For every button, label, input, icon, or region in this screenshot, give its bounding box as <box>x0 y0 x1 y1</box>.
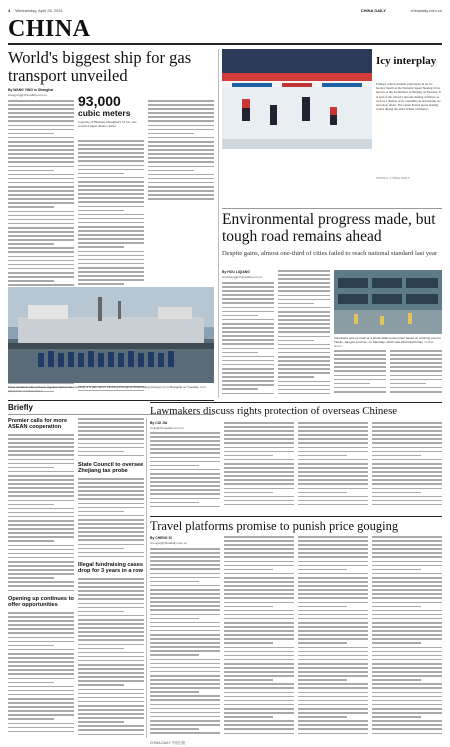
brief-item-1-title: Premier calls for more ASEAN cooperation <box>8 418 68 431</box>
fundraising-body <box>78 578 144 738</box>
travel-byline: By CHENG SI <box>150 536 172 540</box>
environment-body-col3 <box>334 350 386 398</box>
environment-photo-caption <box>334 336 442 348</box>
lawmakers-byline: By CUI JIA <box>150 421 168 425</box>
travel-headline: Travel platforms promise to punish price gouging <box>150 519 399 533</box>
ship-byline: By WANG YING in Shanghai <box>8 88 54 92</box>
icy-caption: Primary school students participate in an ice hockey match at the National Speed Skating Oval, known as the Ice Ribbon, in Beijing on Tuesday. It is part of the school's ski-and-skating activities as well as a display of its capability in developing ice and snow talent. The venue hosted speed skating events during the 2022 Winter Olympics. <box>376 82 441 112</box>
brief-item-1-body <box>8 434 74 594</box>
environment-body-col4 <box>390 350 442 398</box>
icy-headline: Icy interplay <box>376 55 437 67</box>
column-divider-left <box>218 49 219 398</box>
environment-subhead: Despite gains, almost one-third of cities failed to reach national standard last year <box>222 250 438 257</box>
lawmakers-body-col3 <box>298 422 368 512</box>
state-council-title: State Council to oversee Zhejiang tax probe <box>78 462 144 475</box>
ship-headline: World's biggest ship for gas transport unveiled <box>8 48 192 85</box>
ship-caption-text: Crew members take pictures together before the unveiling of a gas carrier. Hudong-Zhonghua Shipbuilding (Group) Co in Shanghai on Tuesday. <box>8 385 200 389</box>
section-title: CHINA <box>8 16 91 42</box>
ship-body-col3 <box>148 100 214 206</box>
environment-byline: By HOU LIQIANG <box>222 270 250 274</box>
briefly-rule <box>8 400 214 401</box>
state-council-body <box>78 478 144 560</box>
stat-label: cubic meters <box>78 108 131 118</box>
environment-body-col1 <box>222 282 274 398</box>
brief-item-2-title: Opening up continues to offer opportunities <box>8 596 74 609</box>
icy-bottom-rule <box>222 208 442 209</box>
stat-value: 93,000 <box>78 93 121 109</box>
icy-credit: XINHUA / CHINA DAILY <box>376 176 411 180</box>
travel-body-col4 <box>372 536 442 738</box>
lawmakers-rule <box>150 402 442 403</box>
lawmakers-headline: Lawmakers discuss rights protection of overseas Chinese <box>150 405 398 417</box>
briefly-heading: Briefly <box>8 403 33 412</box>
ice-hockey-photo <box>222 49 372 149</box>
stat-desc: Capacity of Hudong-Zhonghua's VLGC, the world's largest ethane carrier <box>78 120 137 129</box>
ship-byline-email: wangying@chinadaily.com.cn <box>8 93 48 97</box>
travel-byline-email: chengsi@chinadaily.com.cn <box>150 541 188 545</box>
environment-body-col2 <box>278 270 330 398</box>
environment-caption-credit: CHINA DAILY <box>334 340 434 348</box>
environment-photo <box>334 270 442 334</box>
publication-name: CHINA DAILY <box>360 8 386 13</box>
ship-photo-caption <box>8 385 214 393</box>
brief-item-2-body <box>8 612 74 738</box>
lawmakers-byline-email: cuijia@chinadaily.com.cn <box>150 426 184 430</box>
brief-col2-body <box>78 418 144 460</box>
lawmakers-body-col1 <box>150 432 220 512</box>
environment-headline: Environmental progress made, but tough road remains ahead <box>222 211 436 245</box>
page-number: 4 <box>8 8 11 13</box>
fundraising-title: Illegal fundraising cases drop for 3 years in a row <box>78 562 143 575</box>
ship-caption-credit: GAO ERQIANG / CHINA DAILY <box>8 385 207 393</box>
environment-byline-email: houliqiang@chinadaily.com.cn <box>222 275 263 279</box>
travel-body-col1 <box>150 548 220 738</box>
footer-left: CHINA DAILY 中国日报 <box>150 741 186 745</box>
ship-photo <box>8 287 214 383</box>
publication-url: chinadaily.com.cn <box>410 8 442 13</box>
lawmakers-body-col4 <box>372 422 442 512</box>
travel-body-col3 <box>298 536 368 738</box>
column-divider-briefly <box>146 418 147 738</box>
travel-body-col2 <box>224 536 294 738</box>
lawmakers-body-col2 <box>224 422 294 512</box>
travel-rule <box>150 516 442 517</box>
header-rule <box>8 43 442 45</box>
environment-caption-text: Volunteers pick up trash at a photovoltaic power plant based on a fishing pond in Tianjin, Jiangsu province, on Saturday, which was World Earth Day. <box>334 336 441 344</box>
issue-date: Wednesday, April 28, 2021 <box>15 8 63 13</box>
ship-stat-box <box>78 94 144 138</box>
